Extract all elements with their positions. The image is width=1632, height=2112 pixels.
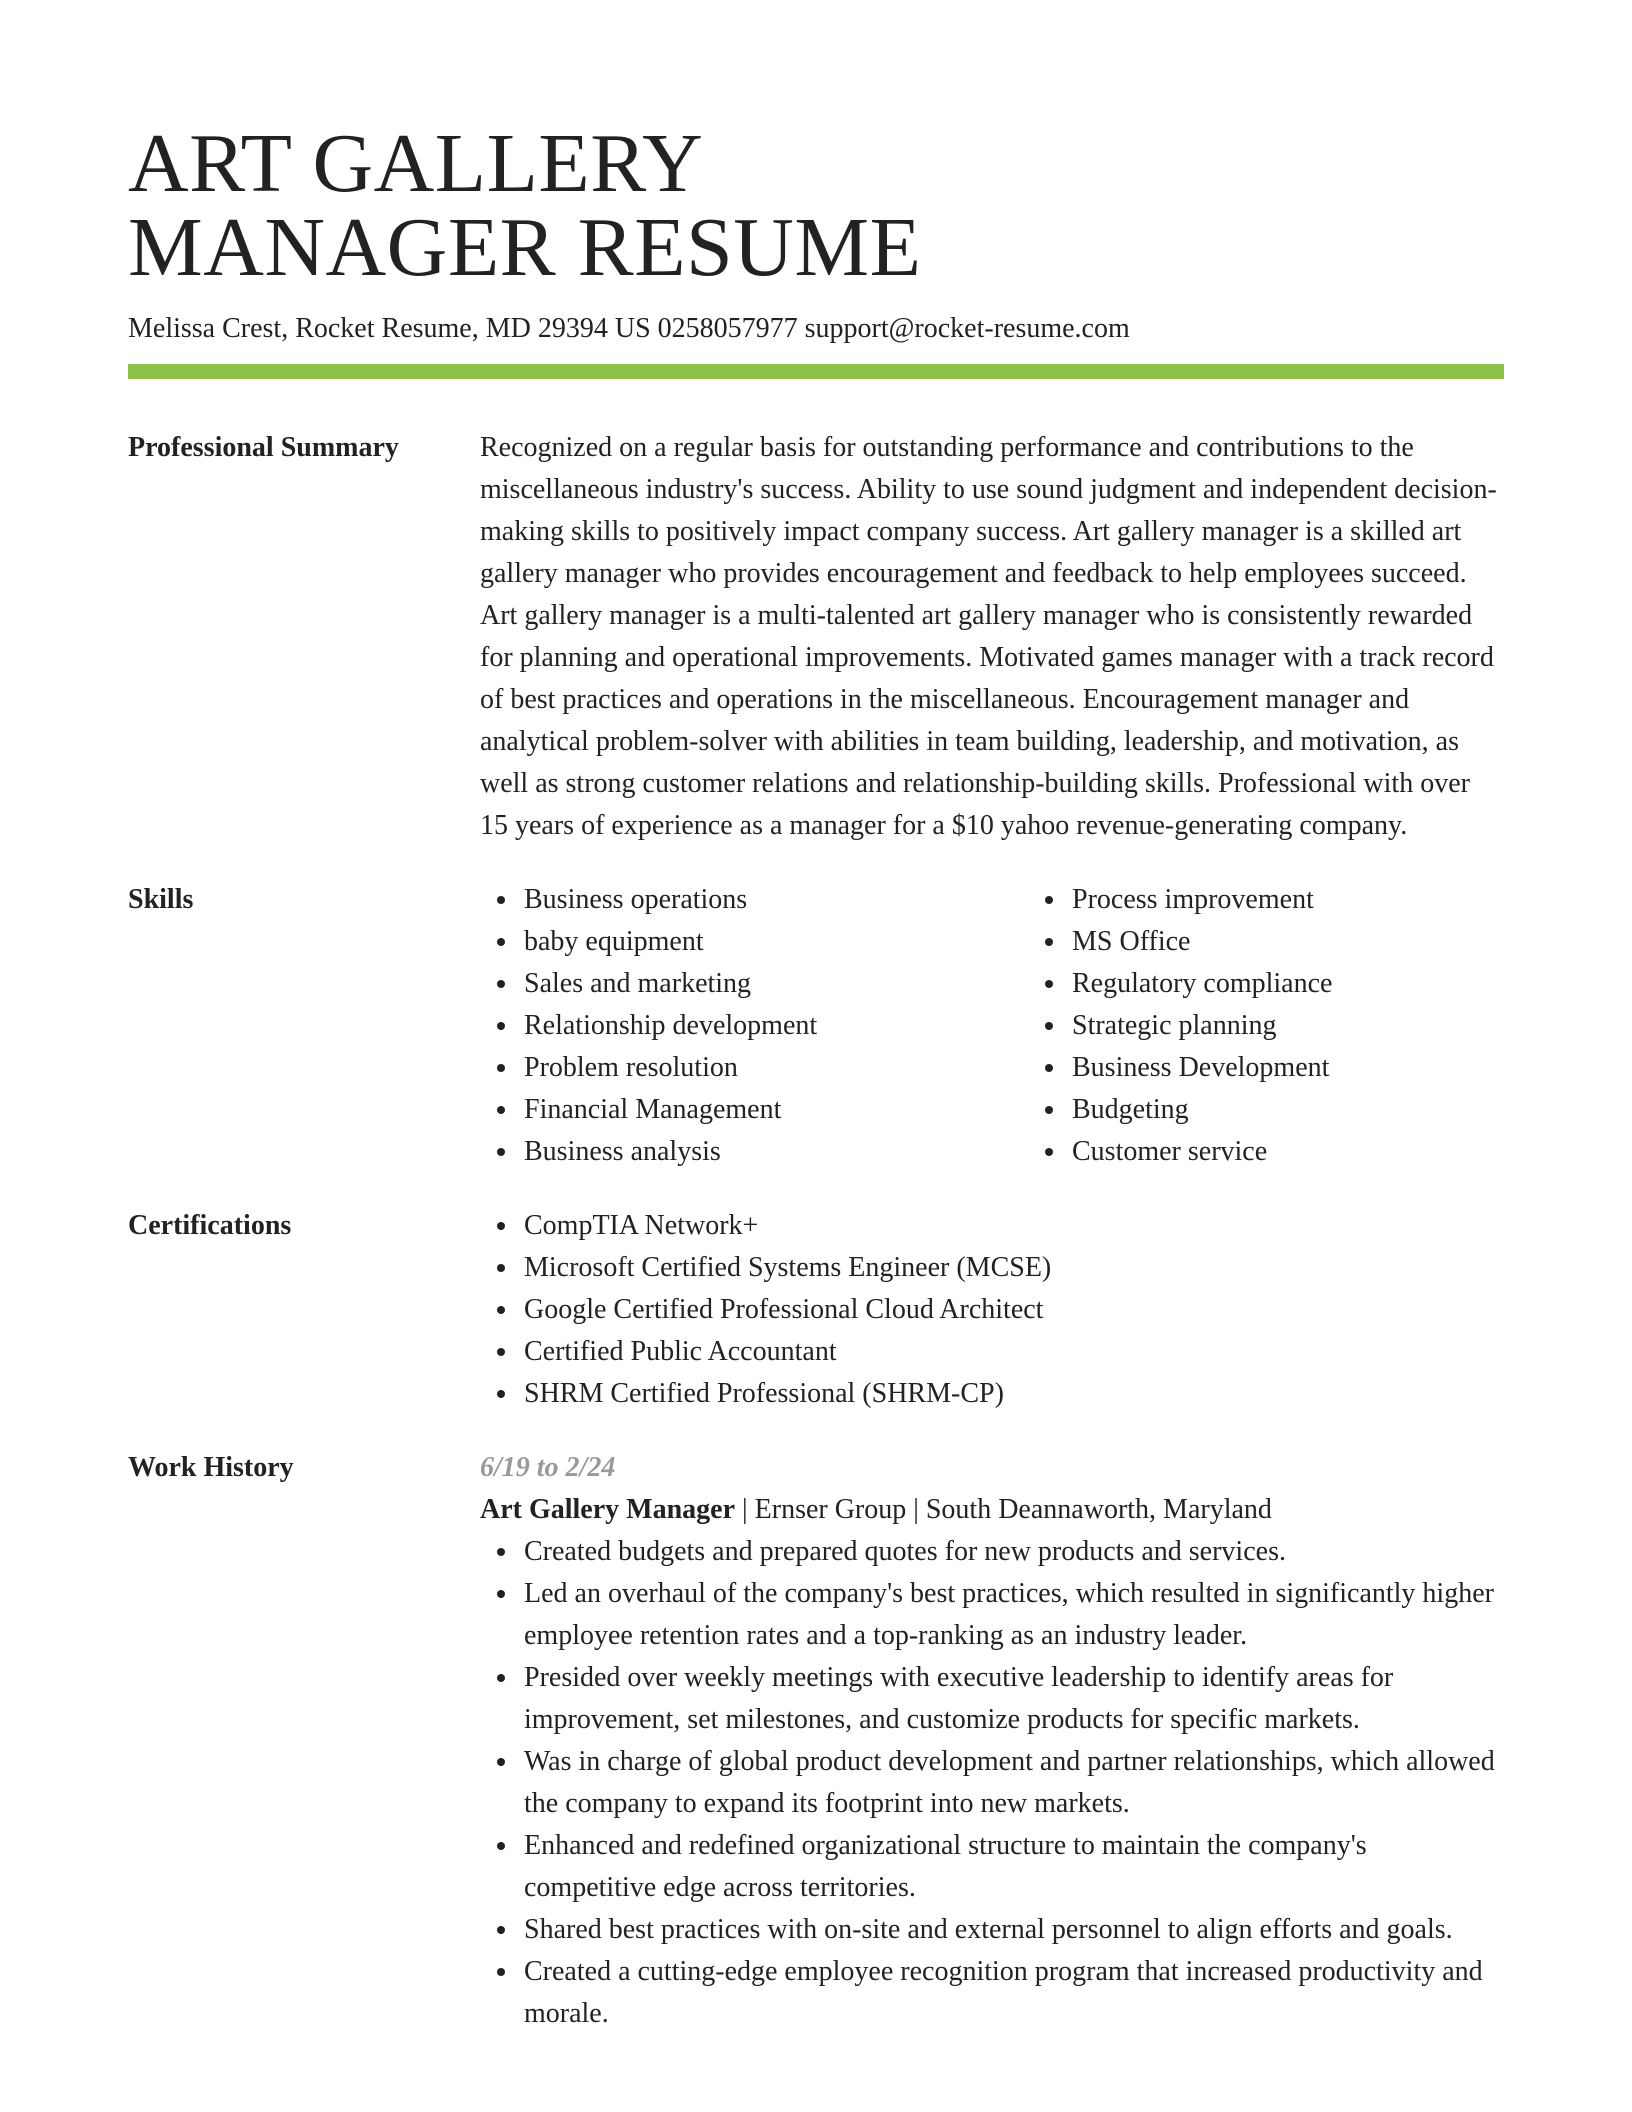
job-duty-item: Led an overhaul of the company's best practices, which resulted in significantly higher employee retention rates and a top-ranking as an industry leader. (524, 1573, 1504, 1657)
section-body-summary (480, 427, 1504, 847)
skill-item: baby equipment (524, 921, 1028, 963)
resume-title (128, 117, 1504, 294)
skills-list-left (480, 879, 1028, 1173)
section-professional-summary (128, 427, 1504, 847)
job-entry (480, 1447, 1504, 2035)
section-label-skills: Skills (128, 884, 194, 915)
section-work-history (128, 1447, 1504, 2035)
certification-item: Google Certified Professional Cloud Architect (524, 1289, 1504, 1331)
section-body-certifications (480, 1205, 1504, 1415)
contact-info: Melissa Crest, Rocket Resume, MD 29394 US 0258057977 support@rocket-resume.com (128, 313, 1130, 344)
resume-title-line-2: MANAGER RESUME (128, 201, 922, 294)
job-heading (480, 1489, 1504, 1531)
section-label-work-history: Work History (128, 1452, 294, 1483)
certification-item: CompTIA Network+ (524, 1205, 1504, 1247)
skill-item: Problem resolution (524, 1047, 1028, 1089)
skill-item: Business analysis (524, 1131, 1028, 1173)
skill-item: MS Office (1072, 921, 1576, 963)
section-body-work-history (480, 1447, 1504, 2035)
job-duty-item: Was in charge of global product development and partner relationships, which allowed the company to expand its footprint into new markets. (524, 1741, 1504, 1825)
certification-item: Microsoft Certified Systems Engineer (MCSE) (524, 1247, 1504, 1289)
job-duties-list (480, 1531, 1504, 2035)
section-certifications (128, 1205, 1504, 1415)
resume-title-line-1: ART GALLERY (128, 117, 704, 210)
summary-text: Recognized on a regular basis for outstanding performance and contributions to the miscellaneous industry's success. Ability to use sound judgment and independent decision-making skills to positively impact company success. Art gallery manager is a skilled art gallery manager who provides encouragement and feedback to help employees succeed. Art gallery manager is a multi-talented art gallery manager who is consistently rewarded for planning and operational improvements. Motivated games manager with a track record of best practices and operations in the miscellaneous. Encouragement manager and analytical problem-solver with abilities in team building, leadership, and motivation, as well as strong customer relations and relationship-building skills. Professional with over 15 years of experience as a manager for a $10 yahoo revenue-generating company. (480, 432, 1497, 841)
skill-item: Customer service (1072, 1131, 1576, 1173)
job-duty-item: Presided over weekly meetings with executive leadership to identify areas for improvement, set milestones, and customize products for specific markets. (524, 1657, 1504, 1741)
job-dates: 6/19 to 2/24 (480, 1452, 616, 1483)
job-duty-item: Created a cutting-edge employee recognition program that increased productivity and morale. (524, 1951, 1504, 2035)
skill-item: Process improvement (1072, 879, 1576, 921)
section-label-summary: Professional Summary (128, 432, 399, 463)
accent-divider (128, 364, 1504, 379)
section-label-certifications: Certifications (128, 1210, 292, 1241)
certifications-list (480, 1205, 1504, 1415)
skill-item: Relationship development (524, 1005, 1028, 1047)
job-company-location: | Ernser Group | South Deannaworth, Maryland (735, 1494, 1272, 1525)
certification-item: SHRM Certified Professional (SHRM-CP) (524, 1373, 1504, 1415)
job-title: Art Gallery Manager (480, 1494, 736, 1525)
section-skills (128, 879, 1504, 1173)
skill-item: Budgeting (1072, 1089, 1576, 1131)
skills-list-right (1028, 879, 1576, 1173)
skill-item: Regulatory compliance (1072, 963, 1576, 1005)
skills-columns (480, 879, 1576, 1173)
skill-item: Business Development (1072, 1047, 1576, 1089)
certification-item: Certified Public Accountant (524, 1331, 1504, 1373)
job-duty-item: Enhanced and redefined organizational structure to maintain the company's competitive edge across territories. (524, 1825, 1504, 1909)
skill-item: Business operations (524, 879, 1028, 921)
skill-item: Sales and marketing (524, 963, 1028, 1005)
job-duty-item: Created budgets and prepared quotes for new products and services. (524, 1531, 1504, 1573)
job-duty-item: Shared best practices with on-site and external personnel to align efforts and goals. (524, 1909, 1504, 1951)
skill-item: Financial Management (524, 1089, 1028, 1131)
skill-item: Strategic planning (1072, 1005, 1576, 1047)
section-body-skills (480, 879, 1576, 1173)
